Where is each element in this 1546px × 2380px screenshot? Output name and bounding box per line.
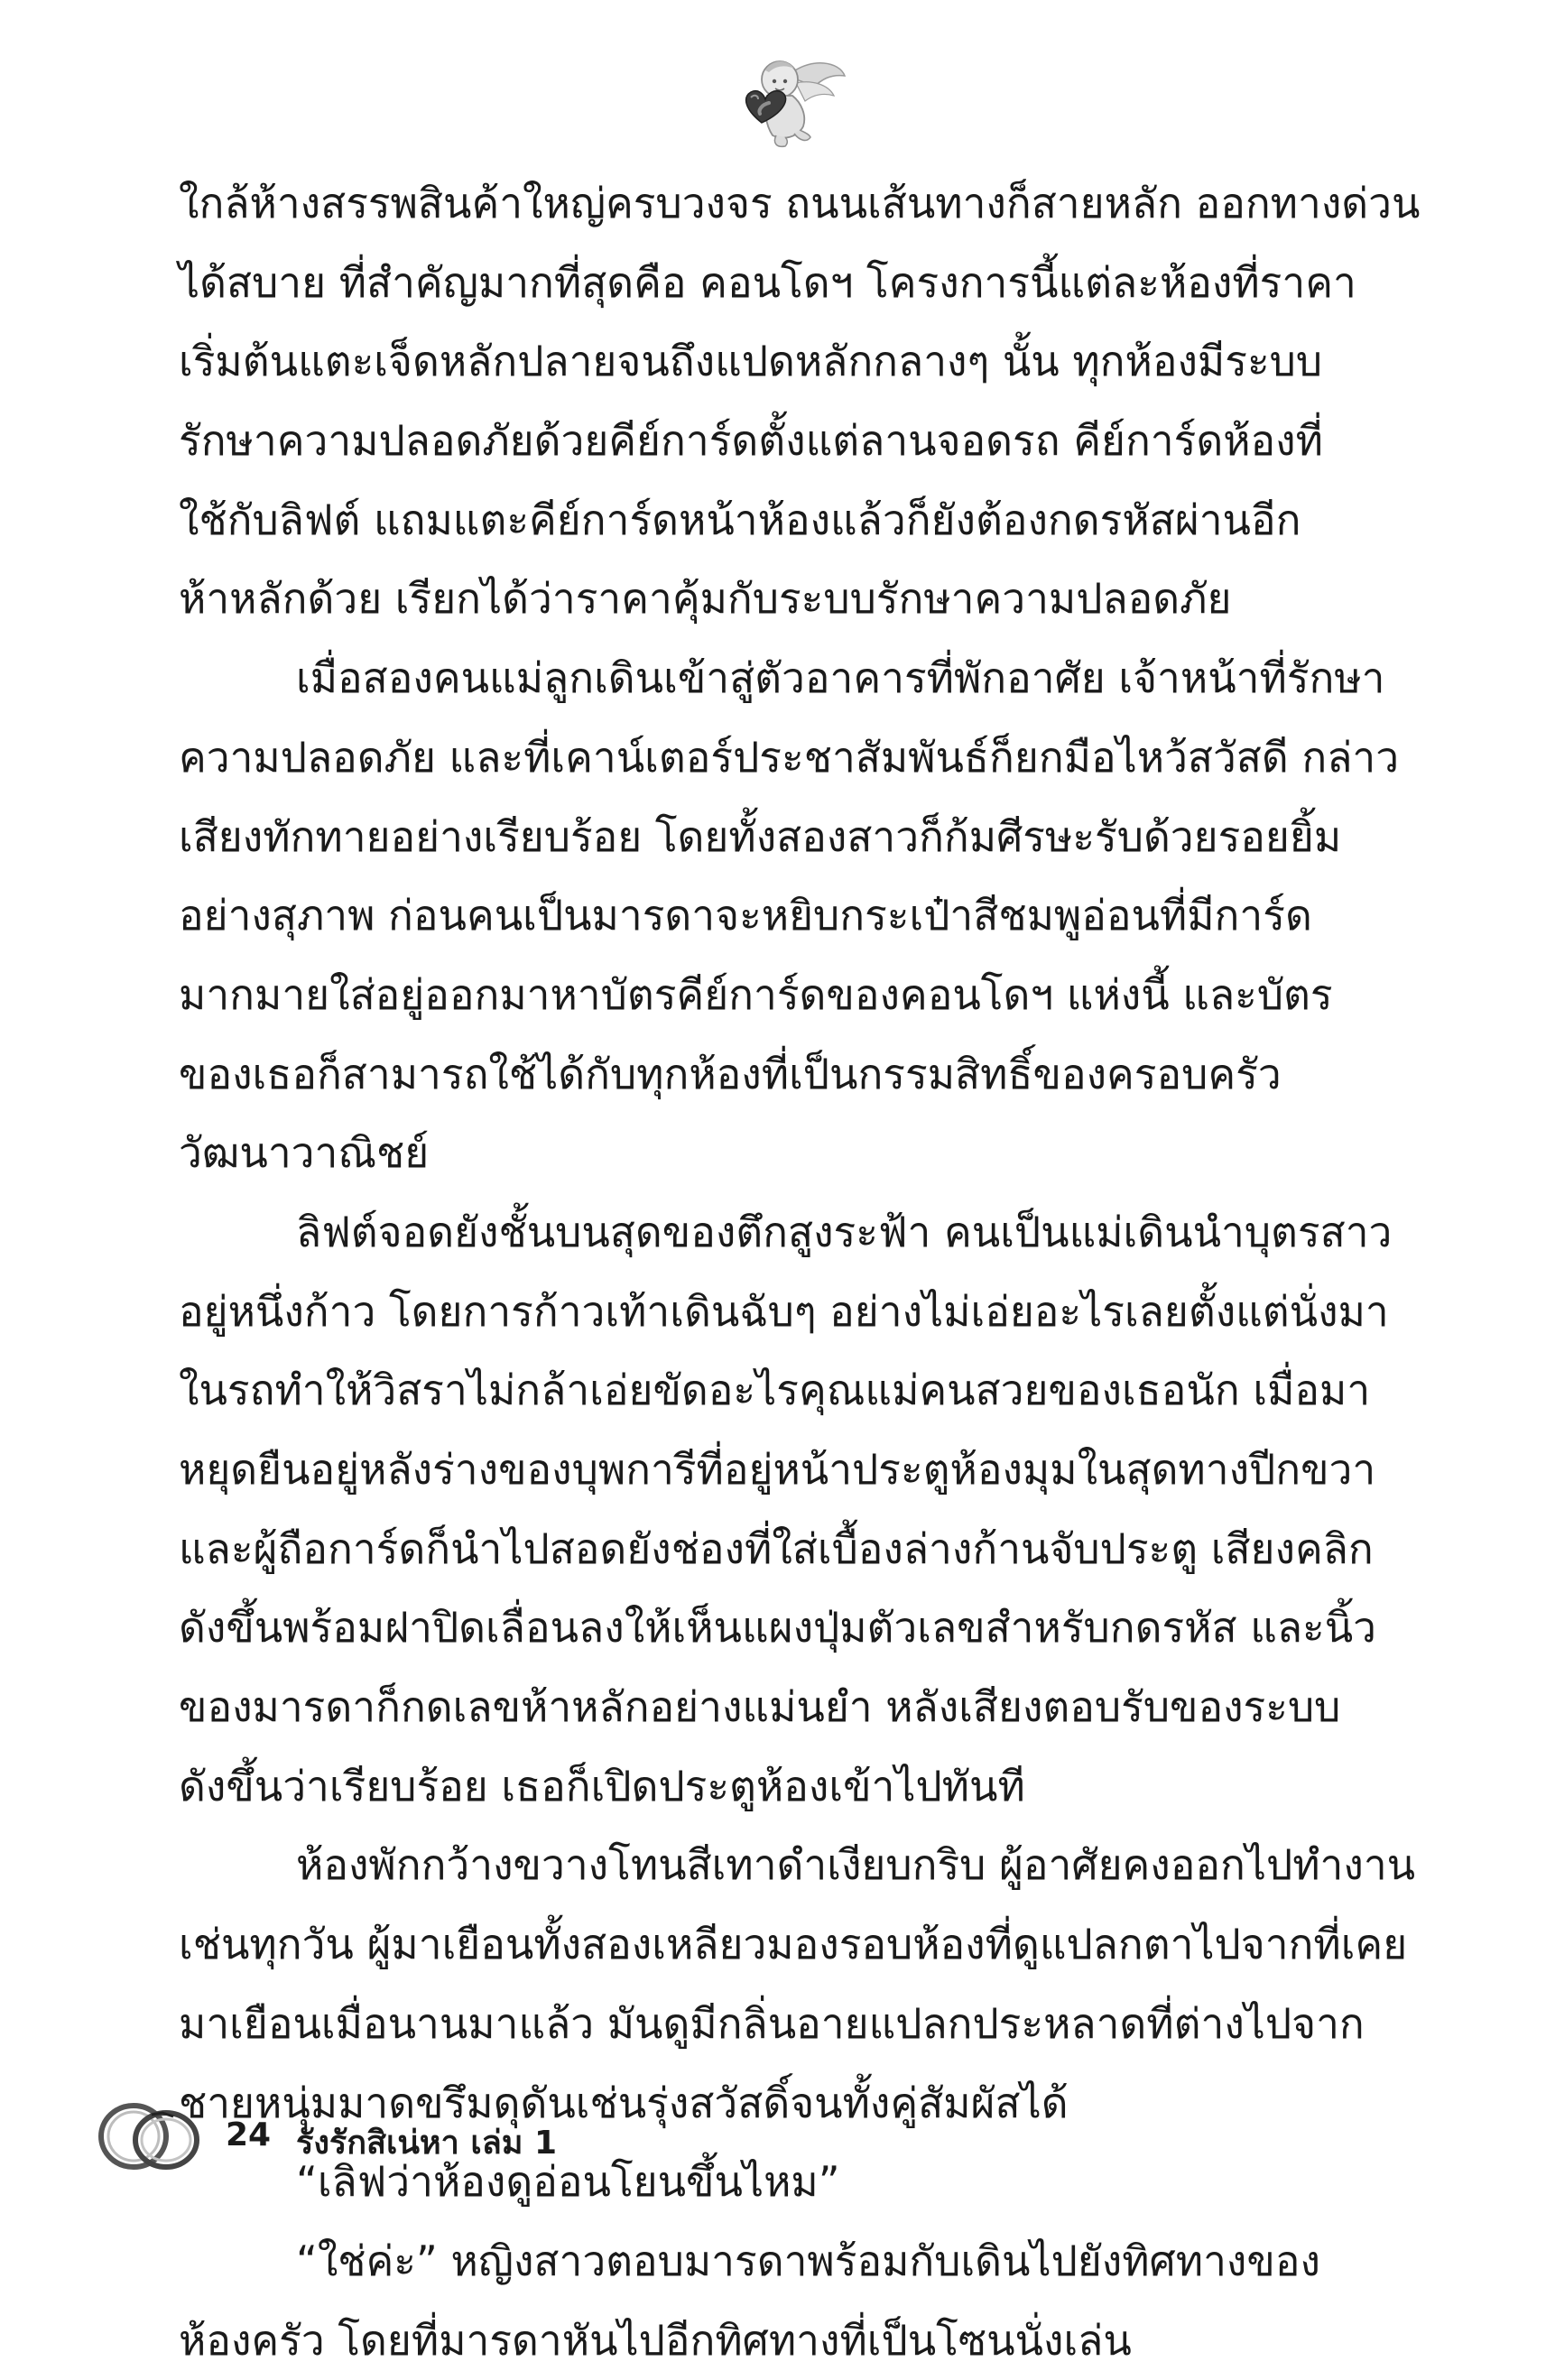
text-line: ความปลอดภัย และที่เคาน์เตอร์ประชาสัมพันธ์ก็ยกมือไหว้สวัสดี กล่าว [179, 732, 1400, 782]
text-line: รักษาความปลอดภัยด้วยคีย์การ์ดตั้งแต่ลานจอดรถ คีย์การ์ดห้องที่ [179, 416, 1323, 466]
text-line: ชายหนุ่มมาดขรึมดุดันเช่นรุ่งสวัสดิ์จนทั้งคู่สัมผัสได้ [179, 2078, 1069, 2127]
text-line: อยู่หนึ่งก้าว โดยการก้าวเท้าเดินฉับๆ อย่างไม่เอ่ยอะไรเลยตั้งแต่นั่งมา [179, 1286, 1389, 1336]
text-line: หยุดยืนอยู่หลังร่างของบุพการีที่อยู่หน้าประตูห้องมุมในสุดทางปีกขวา [179, 1445, 1376, 1494]
text-line: ดังขึ้นพร้อมฝาปิดเลื่อนลงให้เห็นแผงปุ่มตัวเลขสำหรับกดรหัส และนิ้ว [179, 1603, 1377, 1653]
text-line: ของเธอก็สามารถใช้ได้กับทุกห้องที่เป็นกรรมสิทธิ์ของครอบครัว [179, 1049, 1282, 1098]
text-line: ของมารดาก็กดเลขห้าหลักอย่างแม่นยำ หลังเสียงตอบรับของระบบ [179, 1682, 1341, 1732]
cupid-with-heart-icon [686, 52, 857, 152]
page-number: 24 [226, 2116, 272, 2153]
body-text [179, 164, 1421, 2380]
text-line: อย่างสุภาพ ก่อนคนเป็นมารดาจะหยิบกระเป๋าสีชมพูอ่อนที่มีการ์ด [179, 891, 1312, 940]
text-line: ดังขึ้นว่าเรียบร้อย เธอก็เปิดประตูห้องเข้าไปทันที [179, 1761, 1025, 1810]
text-line: “ใช่ค่ะ” หญิงสาวตอบมารดาพร้อมกับเดินไปยังทิศทางของ [296, 2236, 1320, 2285]
text-line: ลิฟต์จอดยังชั้นบนสุดของตึกสูงระฟ้า คนเป็นแม่เดินนำบุตรสาว [296, 1207, 1393, 1256]
book-title: รังรักสิเน่หา เล่ม 1 [296, 2125, 558, 2162]
text-line: มากมายใส่อยู่ออกมาหาบัตรคีย์การ์ดของคอนโดฯ แห่งนี้ และบัตร [179, 969, 1333, 1019]
text-line: วัฒนาวาณิชย์ [179, 1128, 430, 1178]
text-line: ห้าหลักด้วย เรียกได้ว่าราคาคุ้มกับระบบรักษาความปลอดภัย [179, 574, 1232, 624]
text-line: ห้องพักกว้างขวางโทนสีเทาดำเงียบกริบ ผู้อาศัยคงออกไปทำงาน [296, 1840, 1416, 1890]
text-line: เสียงทักทายอย่างเรียบร้อย โดยทั้งสองสาวก็ก้มศีรษะรับด้วยรอยยิ้ม [179, 811, 1342, 861]
text-line: ได้สบาย ที่สำคัญมากที่สุดคือ คอนโดฯ โครงการนี้แต่ละห้องที่ราคา [179, 257, 1356, 307]
text-line: เริ่มต้นแตะเจ็ดหลักปลายจนถึงแปดหลักกลางๆ นั้น ทุกห้องมีระบบ [179, 337, 1323, 386]
text-line: ห้องครัว โดยที่มารดาหันไปอีกทิศทางที่เป็นโซนนั่งเล่น [179, 2315, 1132, 2365]
text-line: เช่นทุกวัน ผู้มาเยือนทั้งสองเหลียวมองรอบห้องที่ดูแปลกตาไปจากที่เคย [179, 1920, 1408, 1969]
text-line: เมื่อสองคนแม่ลูกเดินเข้าสู่ตัวอาคารที่พักอาศัย เจ้าหน้าที่รักษา [296, 653, 1385, 703]
text-line: “เลิฟว่าห้องดูอ่อนโยนขึ้นไหม” [296, 2157, 840, 2207]
page-footer [90, 2080, 812, 2180]
text-line: ใกล้ห้างสรรพสินค้าใหญ่ครบวงจร ถนนเส้นทางก็สายหลัก ออกทางด่วน [179, 179, 1421, 227]
text-line: และผู้ถือการ์ดก็นำไปสอดยังช่องที่ใส่เบื้องล่างก้านจับประตู เสียงคลิก [179, 1523, 1374, 1573]
text-line: ในรถทำให้วิสราไม่กล้าเอ่ยขัดอะไรคุณแม่คนสวยของเธอนัก เมื่อมา [179, 1366, 1371, 1415]
text-line: มาเยือนเมื่อนานมาแล้ว มันดูมีกลิ่นอายแปลกประหลาดที่ต่างไปจาก [179, 1998, 1365, 2048]
text-line: ใช้กับลิฟต์ แถมแตะคีย์การ์ดหน้าห้องแล้วก็ยังต้องกดรหัสผ่านอีก [179, 495, 1301, 544]
wedding-rings-icon [90, 2080, 208, 2180]
